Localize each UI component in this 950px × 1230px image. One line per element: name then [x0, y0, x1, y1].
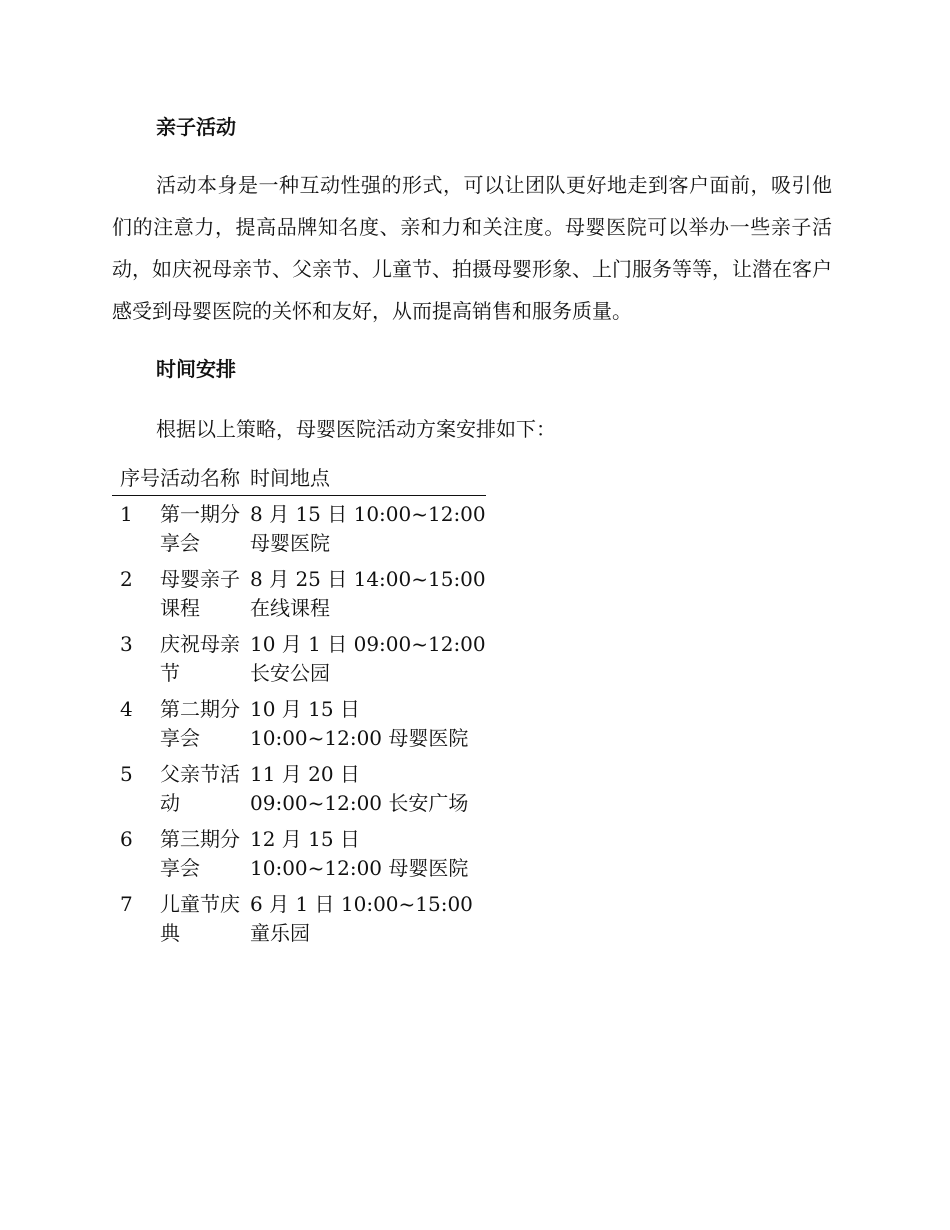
row-time-place: 10 月 1 日 09:00~12:00 长安公园 — [250, 632, 486, 685]
row-time-place: 10 月 15 日 10:00~12:00 母婴医院 — [250, 697, 469, 750]
table-row — [112, 756, 486, 821]
header-time-place: 时间地点 — [250, 464, 486, 496]
table-row — [112, 886, 486, 951]
schedule-table-body — [112, 496, 486, 952]
table-row — [112, 561, 486, 626]
row-index: 2 — [120, 567, 133, 591]
row-time-place: 6 月 1 日 10:00~15:00 童乐园 — [250, 892, 473, 945]
row-time-place: 8 月 15 日 10:00~12:00 母婴医院 — [250, 502, 486, 555]
row-time-place: 12 月 15 日 10:00~12:00 母婴医院 — [250, 827, 469, 880]
section-paragraph-schedule: 根据以上策略，母婴医院活动方案安排如下： — [156, 417, 556, 441]
table-row — [112, 691, 486, 756]
row-activity-name: 儿童节庆典 — [160, 892, 240, 945]
table-header-row — [112, 464, 486, 496]
section-heading-parent-child: 亲子活动 — [156, 115, 236, 139]
row-activity-name: 第二期分享会 — [160, 697, 240, 750]
table-row — [112, 821, 486, 886]
row-index: 7 — [120, 892, 133, 916]
header-activity-name: 活动名称 — [160, 464, 250, 496]
row-activity-name: 第一期分享会 — [160, 502, 240, 555]
row-index: 6 — [120, 827, 133, 851]
document-page — [112, 110, 832, 951]
row-activity-name: 父亲节活动 — [160, 762, 240, 815]
row-index: 1 — [120, 502, 133, 526]
row-index: 3 — [120, 632, 133, 656]
row-time-place: 11 月 20 日 09:00~12:00 长安广场 — [250, 762, 469, 815]
row-index: 5 — [120, 762, 133, 786]
table-row — [112, 496, 486, 562]
schedule-table-header — [112, 464, 486, 496]
header-index: 序号 — [112, 464, 160, 496]
row-activity-name: 母婴亲子课程 — [160, 567, 240, 620]
section-heading-schedule: 时间安排 — [156, 357, 236, 381]
table-row — [112, 626, 486, 691]
row-time-place: 8 月 25 日 14:00~15:00 在线课程 — [250, 567, 486, 620]
schedule-table — [112, 464, 486, 951]
row-index: 4 — [120, 697, 133, 721]
section-paragraph-parent-child: 活动本身是一种互动性强的形式，可以让团队更好地走到客户面前，吸引他们的注意力，提高品牌知名度、亲和力和关注度。母婴医院可以举办一些亲子活动，如庆祝母亲节、父亲节、儿童节、拍摄母婴形象、上门服务等等，让潜在客户感受到母婴医院的关怀和友好，从而提高销售和服务质量。 — [112, 173, 832, 323]
row-activity-name: 庆祝母亲节 — [160, 632, 240, 685]
row-activity-name: 第三期分享会 — [160, 827, 240, 880]
